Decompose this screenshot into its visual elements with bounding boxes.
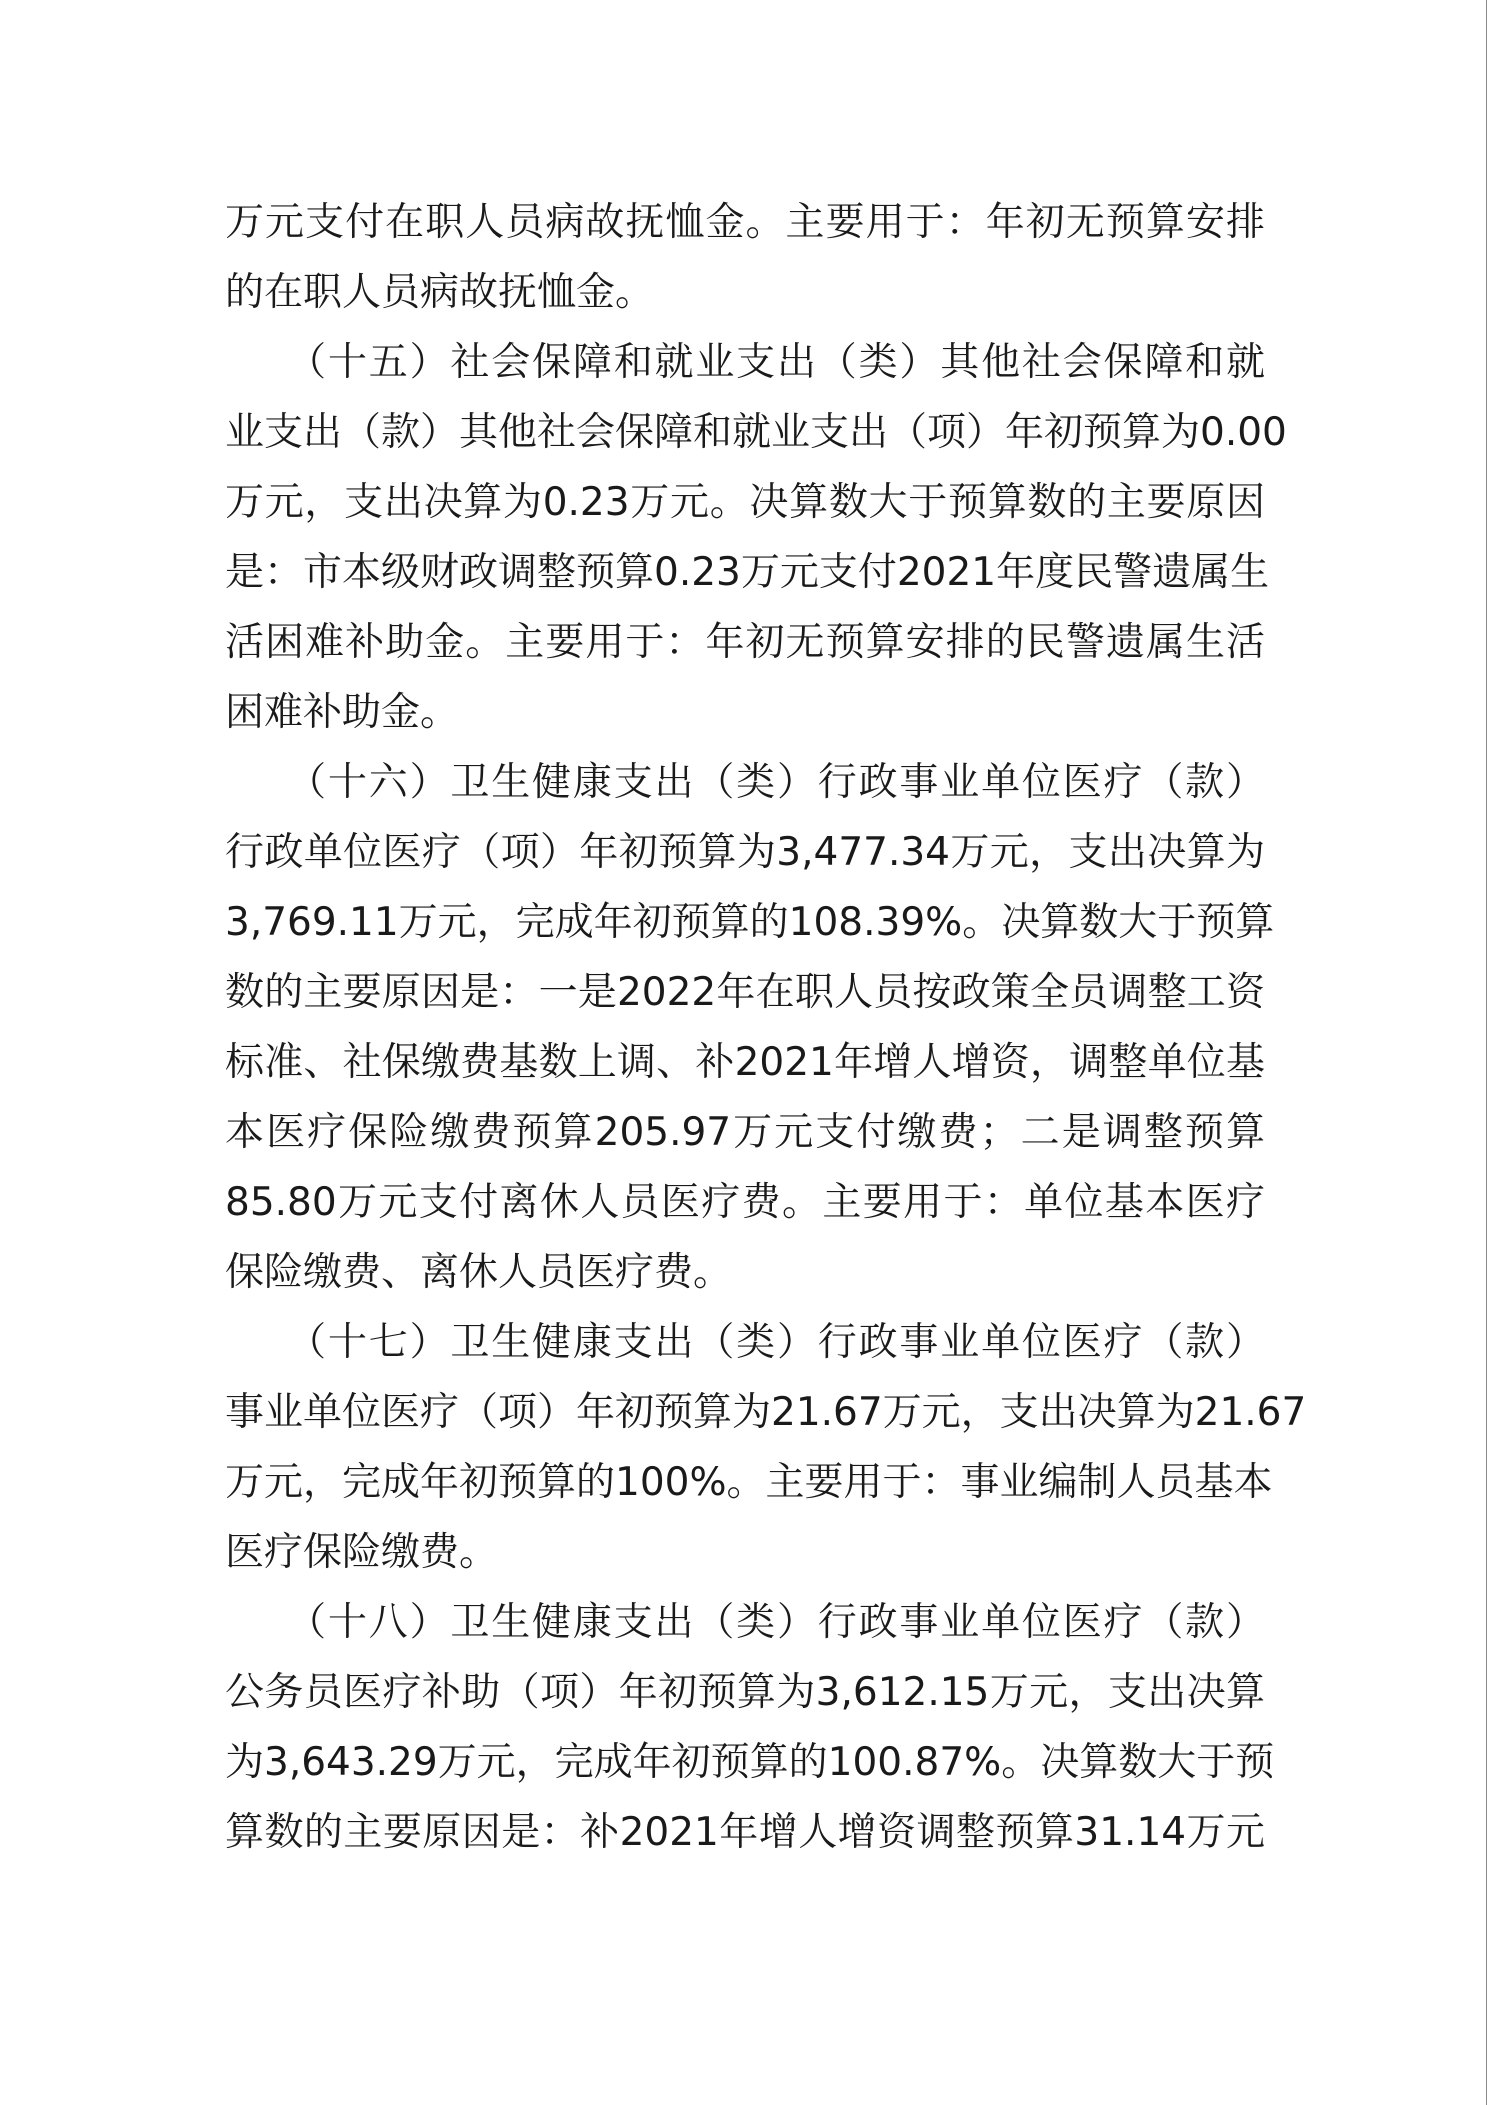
page-edge-divider — [1486, 0, 1487, 2105]
paragraph-14-continued — [225, 188, 1265, 328]
text-line: （十五）社会保障和就业支出（类）其他社会保障和就 — [225, 340, 1265, 385]
document-body — [225, 188, 1307, 1868]
text-line: 医疗保险缴费。 — [225, 1530, 499, 1575]
text-line: 算数的主要原因是：补2021年增人增资调整预算31.14万元 — [225, 1810, 1265, 1855]
text-line: 困难补助金。 — [225, 690, 460, 735]
text-line: 本医疗保险缴费预算205.97万元支付缴费；二是调整预算 — [225, 1110, 1265, 1155]
paragraph-18 — [225, 1588, 1275, 1868]
text-line: 万元，完成年初预算的100%。主要用于：事业编制人员基本 — [225, 1460, 1273, 1505]
text-line: 的在职人员病故抚恤金。 — [225, 270, 655, 315]
paragraph-16 — [225, 748, 1275, 1308]
text-line: 公务员医疗补助（项）年初预算为3,612.15万元，支出决算 — [225, 1670, 1265, 1715]
text-line: 是：市本级财政调整预算0.23万元支付2021年度民警遗属生 — [225, 550, 1270, 595]
text-line: 活困难补助金。主要用于：年初无预算安排的民警遗属生活 — [225, 620, 1265, 665]
text-line: （十八）卫生健康支出（类）行政事业单位医疗（款） — [225, 1600, 1265, 1645]
text-line: 数的主要原因是：一是2022年在职人员按政策全员调整工资 — [225, 970, 1265, 1015]
paragraph-15 — [225, 328, 1287, 748]
text-line: 万元，支出决算为0.23万元。决算数大于预算数的主要原因 — [225, 480, 1265, 525]
paragraph-17 — [225, 1308, 1307, 1588]
text-line: 万元支付在职人员病故抚恤金。主要用于：年初无预算安排 — [225, 200, 1265, 245]
text-line: 3,769.11万元，完成年初预算的108.39%。决算数大于预算 — [225, 900, 1275, 945]
text-line: （十六）卫生健康支出（类）行政事业单位医疗（款） — [225, 760, 1265, 805]
text-line: 业支出（款）其他社会保障和就业支出（项）年初预算为0.00 — [225, 410, 1287, 455]
text-line: 为3,643.29万元，完成年初预算的100.87%。决算数大于预 — [225, 1740, 1275, 1785]
text-line: （十七）卫生健康支出（类）行政事业单位医疗（款） — [225, 1320, 1265, 1365]
text-line: 事业单位医疗（项）年初预算为21.67万元，支出决算为21.67 — [225, 1390, 1307, 1435]
text-line: 85.80万元支付离休人员医疗费。主要用于：单位基本医疗 — [225, 1180, 1265, 1225]
text-line: 行政单位医疗（项）年初预算为3,477.34万元，支出决算为 — [225, 830, 1265, 875]
text-line: 保险缴费、离休人员医疗费。 — [225, 1250, 733, 1295]
text-line: 标准、社保缴费基数上调、补2021年增人增资，调整单位基 — [225, 1040, 1265, 1085]
